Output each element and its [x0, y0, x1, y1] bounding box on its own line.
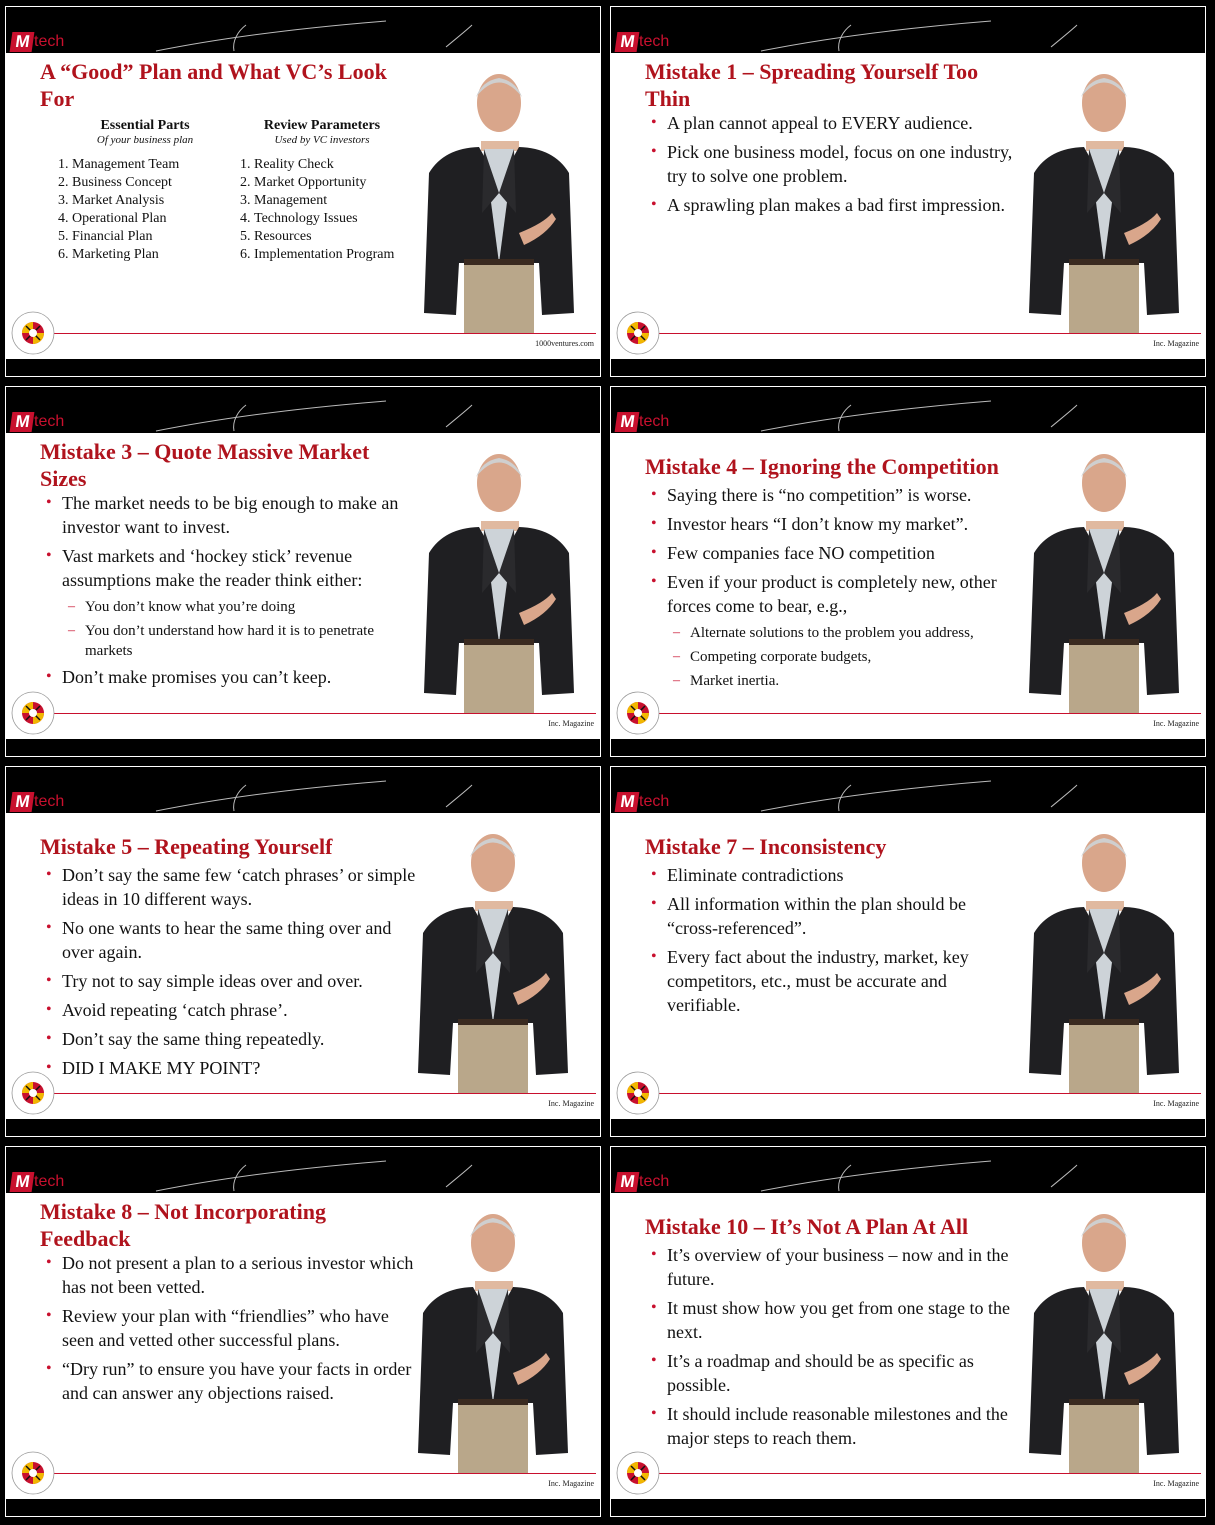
university-seal-icon [10, 1450, 56, 1496]
list-item: 1. Management Team [72, 156, 240, 174]
bullet-item: • Eliminate contradictions [651, 863, 1021, 887]
slide-title: Mistake 8 – Not Incorporating Feedback [40, 1199, 326, 1251]
mtech-logo [11, 788, 64, 812]
logo-m: M [10, 412, 35, 432]
logo-text: tech [34, 413, 65, 430]
slide-title: Mistake 4 – Ignoring the Competition [645, 454, 999, 479]
mtech-logo [616, 788, 669, 812]
footer-divider [659, 1093, 1201, 1094]
logo-text: tech [639, 793, 670, 810]
slide-header-bar [6, 7, 600, 53]
column-list [232, 156, 412, 264]
slide-title: A “Good” Plan and What VC’s Look For [40, 59, 387, 111]
presenter-image [418, 823, 568, 1093]
list-item: 6. Marketing Plan [72, 246, 240, 264]
slide-title: Mistake 1 – Spreading Yourself Too Thin [645, 59, 979, 111]
presenter-image [424, 63, 574, 333]
list-item: 5. Resources [254, 228, 412, 246]
source-credit: Inc. Magazine [1153, 1479, 1199, 1488]
slide-bottom-bar [611, 1119, 1205, 1136]
slide-header-bar [611, 1147, 1205, 1193]
source-credit: Inc. Magazine [548, 719, 594, 728]
bullet-item: • The market needs to be big enough to make an investor want to invest. [46, 491, 416, 539]
slide-header-bar [6, 387, 600, 433]
university-seal-icon [615, 1070, 661, 1116]
logo-m: M [10, 1172, 35, 1192]
presenter-image [1029, 1203, 1179, 1473]
slide-title: Mistake 7 – Inconsistency [645, 834, 887, 859]
slide-header-bar [611, 7, 1205, 53]
presenter-image [1029, 823, 1179, 1093]
slide-3 [5, 386, 601, 757]
sub-bullet-item: – You don’t understand how hard it is to penetrate markets [46, 621, 416, 661]
slide-bottom-bar [6, 1119, 600, 1136]
list-item: 6. Implementation Program [254, 246, 412, 264]
slide-body [611, 53, 1205, 361]
list-item: 2. Business Concept [72, 174, 240, 192]
mtech-logo [616, 1168, 669, 1192]
slide-header-bar [611, 767, 1205, 813]
slide-bottom-bar [6, 739, 600, 756]
bullet-item: • Vast markets and ‘hockey stick’ revenue assumptions make the reader think either: [46, 544, 416, 592]
bullet-item: • Even if your product is completely new, other forces come to bear, e.g., [651, 570, 1021, 618]
bullet-item: • Don’t say the same thing repeatedly. [46, 1027, 416, 1051]
slide-body [6, 813, 600, 1121]
logo-m: M [10, 32, 35, 52]
logo-m: M [615, 32, 640, 52]
logo-text: tech [639, 413, 670, 430]
source-credit: Inc. Magazine [548, 1099, 594, 1108]
bullet-item: • Avoid repeating ‘catch phrase’. [46, 998, 416, 1022]
bullet-item: • “Dry run” to ensure you have your facts in order and can answer any objections raised. [46, 1357, 416, 1405]
logo-text: tech [34, 1173, 65, 1190]
logo-m: M [615, 792, 640, 812]
footer-divider [659, 1473, 1201, 1474]
column-heading: Review Parameters [263, 118, 381, 133]
bullet-list [46, 863, 416, 1085]
bullet-list [651, 483, 1021, 695]
slide-body [6, 53, 600, 361]
presenter-image [418, 1203, 568, 1473]
slide-bottom-bar [6, 1499, 600, 1516]
header-swoosh-graphic [611, 1147, 1206, 1193]
slide-5 [5, 766, 601, 1137]
list-item: 3. Market Analysis [72, 192, 240, 210]
sub-bullet-item: – You don’t know what you’re doing [46, 597, 416, 617]
bullet-item: • Try not to say simple ideas over and over. [46, 969, 416, 993]
header-swoosh-graphic [6, 767, 601, 813]
column-heading: Essential Parts [100, 118, 190, 133]
slide-bottom-bar [6, 359, 600, 376]
header-swoosh-graphic [611, 387, 1206, 433]
sub-bullet-item: – Alternate solutions to the problem you address, [651, 623, 1021, 643]
university-seal-icon [615, 310, 661, 356]
source-credit: Inc. Magazine [548, 1479, 594, 1488]
university-seal-icon [615, 1450, 661, 1496]
slide-body [6, 433, 600, 741]
footer-divider [659, 713, 1201, 714]
mtech-logo [11, 408, 64, 432]
slide-2 [610, 6, 1206, 377]
logo-text: tech [34, 33, 65, 50]
header-swoosh-graphic [611, 767, 1206, 813]
slide-7 [5, 1146, 601, 1517]
header-swoosh-graphic [6, 1147, 601, 1193]
bullet-item: • Investor hears “I don’t know my market”. [651, 512, 1021, 536]
source-credit: 1000ventures.com [535, 339, 594, 348]
footer-divider [659, 333, 1201, 334]
bullet-item: • No one wants to hear the same thing over and over again. [46, 916, 416, 964]
mtech-logo [11, 1168, 64, 1192]
slide-bottom-bar [611, 1499, 1205, 1516]
slide-header-bar [6, 1147, 600, 1193]
bullet-item: • Review your plan with “friendlies” who have seen and vetted other successful plans. [46, 1304, 416, 1352]
presenter-image [424, 443, 574, 713]
bullet-list [651, 1243, 1021, 1455]
bullet-item: • Don’t make promises you can’t keep. [46, 665, 416, 689]
list-item: 2. Market Opportunity [254, 174, 412, 192]
footer-divider [54, 333, 596, 334]
column-subheading: Used by VC investors [274, 134, 370, 146]
bullet-list [651, 111, 1021, 222]
footer-divider [54, 1093, 596, 1094]
slide-title: Mistake 3 – Quote Massive Market Sizes [40, 439, 370, 491]
bullet-item: • A plan cannot appeal to EVERY audience. [651, 111, 1021, 135]
list-item: 3. Management [254, 192, 412, 210]
review-parameters-column [232, 118, 412, 264]
logo-text: tech [639, 1173, 670, 1190]
slide-bottom-bar [611, 739, 1205, 756]
mtech-logo [616, 28, 669, 52]
slide-body [611, 1193, 1205, 1501]
header-swoosh-graphic [6, 7, 601, 53]
mtech-logo [616, 408, 669, 432]
bullet-item: • All information within the plan should be “cross-referenced”. [651, 892, 1021, 940]
bullet-item: • A sprawling plan makes a bad first impression. [651, 193, 1021, 217]
sub-bullet-item: – Market inertia. [651, 671, 1021, 691]
logo-m: M [615, 412, 640, 432]
bullet-item: • It’s overview of your business – now and in the future. [651, 1243, 1021, 1291]
slide-title: Mistake 10 – It’s Not A Plan At All [645, 1214, 969, 1239]
bullet-item: • Don’t say the same few ‘catch phrases’ or simple ideas in 10 different ways. [46, 863, 416, 911]
slide-1 [5, 6, 601, 377]
list-item: 1. Reality Check [254, 156, 412, 174]
slide-header-bar [6, 767, 600, 813]
bullet-item: • Do not present a plan to a serious investor which has not been vetted. [46, 1251, 416, 1299]
slide-body [6, 1193, 600, 1501]
bullet-item: • Saying there is “no competition” is worse. [651, 483, 1021, 507]
bullet-item: • It’s a roadmap and should be as specific as possible. [651, 1349, 1021, 1397]
bullet-item: • DID I MAKE MY POINT? [46, 1056, 416, 1080]
university-seal-icon [10, 690, 56, 736]
bullet-list [651, 863, 1021, 1022]
sub-bullet-item: – Competing corporate budgets, [651, 647, 1021, 667]
column-list [50, 156, 240, 264]
university-seal-icon [10, 1070, 56, 1116]
logo-m: M [615, 1172, 640, 1192]
logo-m: M [10, 792, 35, 812]
bullet-item: • It must show how you get from one stage to the next. [651, 1296, 1021, 1344]
logo-text: tech [639, 33, 670, 50]
university-seal-icon [10, 310, 56, 356]
list-item: 4. Technology Issues [254, 210, 412, 228]
bullet-list [46, 1251, 416, 1410]
slide-bottom-bar [611, 359, 1205, 376]
source-credit: Inc. Magazine [1153, 339, 1199, 348]
list-item: 4. Operational Plan [72, 210, 240, 228]
bullet-item: • Every fact about the industry, market, key competitors, etc., must be accurate and verifiable. [651, 945, 1021, 1017]
list-item: 5. Financial Plan [72, 228, 240, 246]
bullet-item: • Few companies face NO competition [651, 541, 1021, 565]
slide-title: Mistake 5 – Repeating Yourself [40, 834, 333, 859]
bullet-list [46, 491, 416, 694]
slide-body [611, 433, 1205, 741]
source-credit: Inc. Magazine [1153, 719, 1199, 728]
presenter-image [1029, 63, 1179, 333]
header-swoosh-graphic [611, 7, 1206, 53]
header-swoosh-graphic [6, 387, 601, 433]
presenter-image [1029, 443, 1179, 713]
column-subheading: Of your business plan [96, 134, 194, 146]
slide-4 [610, 386, 1206, 757]
slide-body [611, 813, 1205, 1121]
slide-6 [610, 766, 1206, 1137]
essential-parts-column [50, 118, 240, 264]
bullet-item: • Pick one business model, focus on one industry, try to solve one problem. [651, 140, 1021, 188]
university-seal-icon [615, 690, 661, 736]
slide-header-bar [611, 387, 1205, 433]
bullet-item: • It should include reasonable milestones and the major steps to reach them. [651, 1402, 1021, 1450]
logo-text: tech [34, 793, 65, 810]
source-credit: Inc. Magazine [1153, 1099, 1199, 1108]
footer-divider [54, 713, 596, 714]
mtech-logo [11, 28, 64, 52]
footer-divider [54, 1473, 596, 1474]
slide-8 [610, 1146, 1206, 1517]
